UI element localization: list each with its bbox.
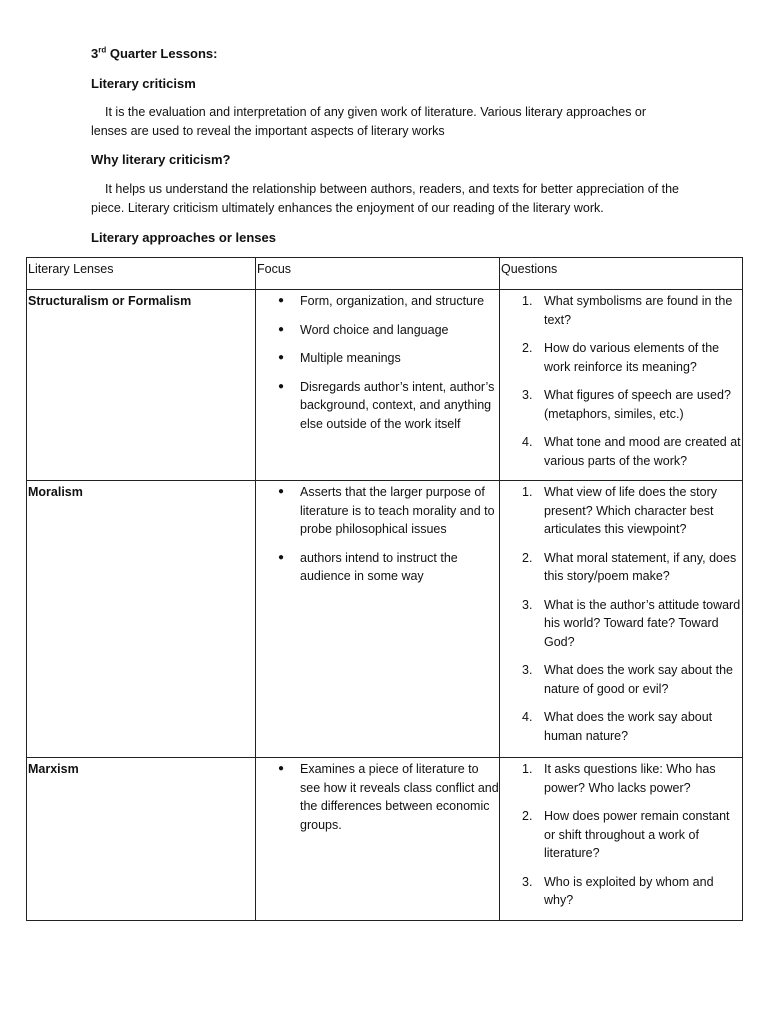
bullet-icon: ● (278, 380, 285, 392)
list-item: ● Disregards author’s intent, author’s background, context, and anything else outside of the work itself (278, 379, 495, 431)
question-number: 1. (522, 485, 533, 499)
focus-cell (256, 481, 500, 758)
bullet-icon: ● (278, 551, 285, 563)
question-number: 2. (522, 550, 533, 565)
lens-cell (27, 290, 256, 481)
question-number: 1. (522, 762, 533, 776)
criticism-paragraph: It is the evaluation and interpretation of any given work of literature. Various literary approaches or lenses are used to reveal the important aspects of literary works (91, 105, 647, 138)
list-item: 4. What does the work say about human nature? (522, 710, 713, 743)
list-item: ● Multiple meanings (256, 349, 499, 368)
list-item: 1. What symbolisms are found in the text? (522, 294, 733, 327)
column-header-questions: Questions (500, 258, 743, 290)
questions-list (500, 290, 742, 470)
table-row (27, 481, 743, 758)
list-item: 1. It asks questions like: Who has power? Who lacks power? (522, 762, 716, 795)
list-item: 4. What tone and mood are created at various parts of the work? (522, 435, 741, 468)
column-header-focus: Focus (256, 258, 500, 290)
list-item: 2. How does power remain constant or shift throughout a work of literature? (522, 809, 730, 860)
why-heading: Why literary criticism? (91, 152, 231, 167)
list-item: 2. What moral statement, if any, does this story/poem make? (522, 550, 737, 583)
list-item: ● Form, organization, and structure (256, 292, 499, 311)
list-item: ● Word choice and language (256, 321, 499, 340)
quarter-number: 3 (91, 46, 99, 61)
question-number: 3. (522, 874, 533, 889)
questions-list (500, 758, 742, 910)
quarter-ordinal: rd (98, 45, 107, 55)
criticism-heading: Literary criticism (91, 76, 196, 91)
list-item: 3. What figures of speech are used? (metaphors, similes, etc.) (522, 388, 731, 421)
focus-list (256, 758, 499, 834)
question-number: 2. (522, 809, 533, 823)
questions-cell (500, 290, 743, 481)
lenses-table (26, 257, 743, 921)
questions-cell (500, 481, 743, 758)
bullet-icon: ● (278, 323, 285, 335)
question-number: 3. (522, 388, 533, 402)
lens-cell (27, 481, 256, 758)
focus-list (256, 481, 499, 586)
question-number: 4. (522, 710, 533, 724)
list-item: 1. What view of life does the story present? Which character best articulates this viewpoint? (522, 485, 717, 536)
why-paragraph: It helps us understand the relationship between authors, readers, and texts for better appreciation of the piece. Literary criticism ultimately enhances the enjoyment of our reading of the literary work. (91, 182, 679, 215)
question-number: 1. (522, 294, 533, 308)
list-item: 3. What does the work say about the nature of good or evil? (522, 663, 733, 696)
quarter-heading-text: Quarter Lessons: (106, 46, 218, 61)
lens-cell (27, 758, 256, 921)
bullet-icon: ● (278, 486, 285, 497)
list-item: 3. Who is exploited by whom and why? (522, 874, 714, 907)
lens-name: Moralism (28, 485, 83, 499)
question-number: 3. (522, 597, 533, 612)
focus-cell (256, 758, 500, 921)
question-number: 3. (522, 663, 533, 677)
bullet-icon: ● (278, 763, 285, 774)
question-number: 4. (522, 435, 533, 449)
questions-list (500, 481, 742, 745)
approaches-heading: Literary approaches or lenses (91, 230, 276, 245)
focus-list (256, 290, 499, 433)
question-number: 2. (522, 341, 533, 355)
quarter-heading (91, 45, 218, 63)
list-item: ● authors intend to instruct the audience in some way (278, 550, 458, 583)
table-row (27, 758, 743, 921)
list-item: ● Examines a piece of literature to see how it reveals class conflict and the differences between economic groups. (278, 762, 499, 832)
table-header-row (27, 258, 743, 290)
list-item: ● Asserts that the larger purpose of literature is to teach morality and to probe philosophical issues (278, 485, 495, 536)
questions-cell (500, 758, 743, 921)
column-header-lenses: Literary Lenses (27, 258, 256, 290)
table-row (27, 290, 743, 481)
bullet-icon: ● (278, 295, 285, 306)
list-item: 2. How do various elements of the work reinforce its meaning? (522, 341, 720, 374)
bullet-icon: ● (278, 352, 285, 363)
list-item: 3. What is the author’s attitude toward his world? Toward fate? Toward God? (522, 597, 741, 649)
focus-cell (256, 290, 500, 481)
lens-name: Structuralism or Formalism (28, 294, 192, 308)
lens-name: Marxism (28, 762, 79, 776)
